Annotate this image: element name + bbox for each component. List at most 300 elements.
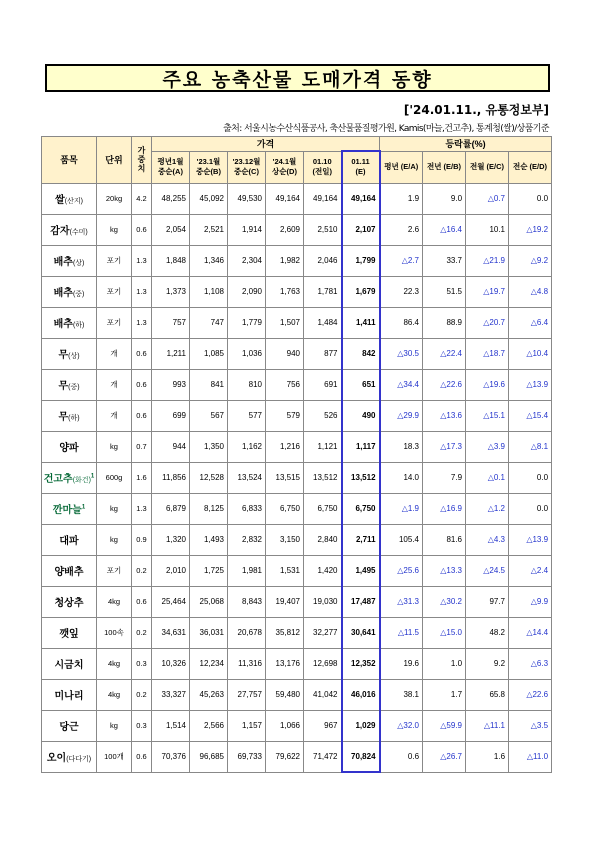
item-name-cell <box>42 524 97 555</box>
header-price-col: 01.11 (E) <box>342 151 380 183</box>
footnote-marker: 1 <box>90 473 95 480</box>
unit-cell: 개 <box>97 400 132 431</box>
current-price-cell: 651 <box>342 369 380 400</box>
rate-cell: △32.0 <box>380 710 423 741</box>
price-cell: 1,982 <box>266 245 304 276</box>
table-row <box>42 431 552 462</box>
price-cell: 49,164 <box>304 183 342 214</box>
item-name: 당근 <box>59 722 79 733</box>
rate-cell: △29.9 <box>380 400 423 431</box>
rate-cell: △3.5 <box>509 710 552 741</box>
price-cell: 2,304 <box>228 245 266 276</box>
item-grade: (수미) <box>69 229 88 236</box>
item-name-cell <box>42 617 97 648</box>
current-price-cell: 30,641 <box>342 617 380 648</box>
price-cell: 1,725 <box>190 555 228 586</box>
item-grade: (하) <box>72 322 85 329</box>
item-name-cell <box>42 338 97 369</box>
rate-cell: △6.3 <box>509 648 552 679</box>
rate-cell: △15.4 <box>509 400 552 431</box>
table-row <box>42 617 552 648</box>
unit-cell: kg <box>97 431 132 462</box>
item-name-cell <box>42 276 97 307</box>
price-cell: 1,085 <box>190 338 228 369</box>
current-price-cell: 2,107 <box>342 214 380 245</box>
table-row <box>42 493 552 524</box>
rate-cell: △8.1 <box>509 431 552 462</box>
rate-cell: △19.6 <box>466 369 509 400</box>
price-cell: 2,566 <box>190 710 228 741</box>
unit-cell: 포기 <box>97 245 132 276</box>
price-cell: 6,879 <box>152 493 190 524</box>
price-cell: 79,622 <box>266 741 304 772</box>
unit-cell: kg <box>97 524 132 555</box>
rate-cell: △9.2 <box>509 245 552 276</box>
price-cell: 3,150 <box>266 524 304 555</box>
rate-cell: △26.7 <box>423 741 466 772</box>
rate-cell: 19.6 <box>380 648 423 679</box>
table-row <box>42 369 552 400</box>
rate-cell: 88.9 <box>423 307 466 338</box>
header-rate-col: 전순 (E/D) <box>509 151 552 183</box>
price-cell: 1,162 <box>228 431 266 462</box>
price-cell: 36,031 <box>190 617 228 648</box>
item-name: 대파 <box>59 536 79 547</box>
rate-cell: 0.0 <box>509 493 552 524</box>
price-cell: 11,856 <box>152 462 190 493</box>
price-cell: 577 <box>228 400 266 431</box>
table-row <box>42 679 552 710</box>
item-name: 무 <box>58 412 69 423</box>
price-cell: 59,480 <box>266 679 304 710</box>
header-price-col: '24.1월 상순(D) <box>266 151 304 183</box>
price-cell: 1,914 <box>228 214 266 245</box>
rate-cell: 1.7 <box>423 679 466 710</box>
price-cell: 1,346 <box>190 245 228 276</box>
price-cell: 70,376 <box>152 741 190 772</box>
price-cell: 1,781 <box>304 276 342 307</box>
rate-cell: 14.0 <box>380 462 423 493</box>
price-cell: 13,515 <box>266 462 304 493</box>
weight-cell: 0.2 <box>132 555 152 586</box>
rate-cell: △13.6 <box>423 400 466 431</box>
price-cell: 944 <box>152 431 190 462</box>
current-price-cell: 2,711 <box>342 524 380 555</box>
rate-cell: 2.6 <box>380 214 423 245</box>
rate-cell: 51.5 <box>423 276 466 307</box>
item-grade: (중) <box>72 291 85 298</box>
item-name: 건고추 <box>43 474 73 485</box>
rate-cell: △3.9 <box>466 431 509 462</box>
price-cell: 1,848 <box>152 245 190 276</box>
price-cell: 2,609 <box>266 214 304 245</box>
price-cell: 45,092 <box>190 183 228 214</box>
price-cell: 2,090 <box>228 276 266 307</box>
table-row <box>42 183 552 214</box>
price-cell: 940 <box>266 338 304 369</box>
price-cell: 1,493 <box>190 524 228 555</box>
weight-cell: 0.6 <box>132 400 152 431</box>
rate-cell: 0.0 <box>509 462 552 493</box>
rate-cell: △14.4 <box>509 617 552 648</box>
rate-cell: 38.1 <box>380 679 423 710</box>
weight-cell: 1.6 <box>132 462 152 493</box>
price-cell: 1,373 <box>152 276 190 307</box>
current-price-cell: 490 <box>342 400 380 431</box>
table-row <box>42 741 552 772</box>
unit-cell: 100속 <box>97 617 132 648</box>
header-item: 품목 <box>42 137 97 184</box>
unit-cell: 개 <box>97 369 132 400</box>
price-cell: 8,843 <box>228 586 266 617</box>
rate-cell: △1.9 <box>380 493 423 524</box>
rate-cell: △11.5 <box>380 617 423 648</box>
rate-cell: △17.3 <box>423 431 466 462</box>
unit-cell: 포기 <box>97 555 132 586</box>
rate-cell: △18.7 <box>466 338 509 369</box>
price-cell: 25,068 <box>190 586 228 617</box>
price-cell: 11,316 <box>228 648 266 679</box>
header-rate-col: 평년 (E/A) <box>380 151 423 183</box>
price-cell: 1,216 <box>266 431 304 462</box>
unit-cell: 4kg <box>97 648 132 679</box>
price-cell: 810 <box>228 369 266 400</box>
item-name-cell <box>42 245 97 276</box>
price-cell: 13,176 <box>266 648 304 679</box>
rate-cell: 33.7 <box>423 245 466 276</box>
item-name: 깻잎 <box>59 629 79 640</box>
weight-cell: 0.2 <box>132 617 152 648</box>
item-grade: (산지) <box>64 198 83 205</box>
rate-cell: 97.7 <box>466 586 509 617</box>
price-cell: 1,320 <box>152 524 190 555</box>
rate-cell: △11.0 <box>509 741 552 772</box>
current-price-cell: 1,799 <box>342 245 380 276</box>
current-price-cell: 12,352 <box>342 648 380 679</box>
rate-cell: △31.3 <box>380 586 423 617</box>
item-name-cell <box>42 555 97 586</box>
price-cell: 1,121 <box>304 431 342 462</box>
weight-cell: 0.6 <box>132 338 152 369</box>
unit-cell: 4kg <box>97 679 132 710</box>
rate-cell: 1.9 <box>380 183 423 214</box>
header-price-col: 평년1월 중순(A) <box>152 151 190 183</box>
weight-cell: 4.2 <box>132 183 152 214</box>
rate-cell: △21.9 <box>466 245 509 276</box>
price-cell: 8,125 <box>190 493 228 524</box>
price-cell: 27,757 <box>228 679 266 710</box>
price-cell: 1,211 <box>152 338 190 369</box>
price-cell: 71,472 <box>304 741 342 772</box>
report-date: ['24.01.11., 유통정보부] <box>403 103 549 117</box>
price-cell: 1,507 <box>266 307 304 338</box>
item-name: 무 <box>58 381 69 392</box>
item-name: 감자 <box>50 226 70 237</box>
unit-cell: kg <box>97 493 132 524</box>
price-cell: 993 <box>152 369 190 400</box>
price-cell: 10,326 <box>152 648 190 679</box>
price-cell: 35,812 <box>266 617 304 648</box>
item-grade: (화건) <box>72 477 91 484</box>
price-cell: 1,066 <box>266 710 304 741</box>
price-cell: 699 <box>152 400 190 431</box>
rate-cell: 48.2 <box>466 617 509 648</box>
current-price-cell: 70,824 <box>342 741 380 772</box>
weight-cell: 0.6 <box>132 586 152 617</box>
current-price-cell: 1,117 <box>342 431 380 462</box>
rate-cell: △1.2 <box>466 493 509 524</box>
price-cell: 1,514 <box>152 710 190 741</box>
weight-cell: 0.7 <box>132 431 152 462</box>
price-cell: 48,255 <box>152 183 190 214</box>
rate-cell: △15.1 <box>466 400 509 431</box>
price-cell: 6,833 <box>228 493 266 524</box>
rate-cell: △13.9 <box>509 524 552 555</box>
current-price-cell: 842 <box>342 338 380 369</box>
header-price-col: '23.1월 중순(B) <box>190 151 228 183</box>
header-price-col: 01.10 (전일) <box>304 151 342 183</box>
table-row <box>42 586 552 617</box>
current-price-cell: 46,016 <box>342 679 380 710</box>
item-name-cell <box>42 214 97 245</box>
wholesale-price-table <box>41 136 552 773</box>
table-row <box>42 710 552 741</box>
price-cell: 2,510 <box>304 214 342 245</box>
unit-cell: kg <box>97 214 132 245</box>
price-cell: 967 <box>304 710 342 741</box>
table-row <box>42 400 552 431</box>
item-grade: (중) <box>68 384 80 391</box>
price-cell: 96,685 <box>190 741 228 772</box>
header-price-group: 가격 <box>152 137 380 152</box>
rate-cell: △4.3 <box>466 524 509 555</box>
item-grade: (상) <box>72 260 85 267</box>
item-grade: (다다기) <box>66 756 92 763</box>
rate-cell: 18.3 <box>380 431 423 462</box>
price-cell: 526 <box>304 400 342 431</box>
price-cell: 32,277 <box>304 617 342 648</box>
price-cell: 691 <box>304 369 342 400</box>
rate-cell: △34.4 <box>380 369 423 400</box>
rate-cell: 105.4 <box>380 524 423 555</box>
current-price-cell: 1,411 <box>342 307 380 338</box>
rate-cell: △15.0 <box>423 617 466 648</box>
rate-cell: 9.0 <box>423 183 466 214</box>
price-cell: 2,521 <box>190 214 228 245</box>
price-cell: 41,042 <box>304 679 342 710</box>
weight-cell: 0.2 <box>132 679 152 710</box>
header-price-col: '23.12월 중순(C) <box>228 151 266 183</box>
price-cell: 1,484 <box>304 307 342 338</box>
rate-cell: △2.4 <box>509 555 552 586</box>
weight-cell: 0.6 <box>132 741 152 772</box>
price-cell: 757 <box>152 307 190 338</box>
price-cell: 2,054 <box>152 214 190 245</box>
header-rate-col: 전월 (E/C) <box>466 151 509 183</box>
current-price-cell: 1,495 <box>342 555 380 586</box>
rate-cell: 9.2 <box>466 648 509 679</box>
item-name: 오이 <box>46 753 67 764</box>
price-cell: 1,350 <box>190 431 228 462</box>
price-cell: 1,981 <box>228 555 266 586</box>
weight-cell: 0.3 <box>132 648 152 679</box>
price-cell: 747 <box>190 307 228 338</box>
rate-cell: 86.4 <box>380 307 423 338</box>
rate-cell: △2.7 <box>380 245 423 276</box>
item-name-cell <box>42 586 97 617</box>
price-cell: 13,524 <box>228 462 266 493</box>
item-name-cell <box>42 462 97 493</box>
footnote-marker: 1 <box>81 504 86 511</box>
price-cell: 34,631 <box>152 617 190 648</box>
report-title: 주요 농축산물 도매가격 동향 <box>45 64 550 92</box>
current-price-cell: 1,029 <box>342 710 380 741</box>
current-price-cell: 13,512 <box>342 462 380 493</box>
item-grade: (하) <box>68 415 80 422</box>
rate-cell: △10.4 <box>509 338 552 369</box>
rate-cell: 1.6 <box>466 741 509 772</box>
rate-cell: △20.7 <box>466 307 509 338</box>
weight-cell: 1.3 <box>132 307 152 338</box>
table-row <box>42 462 552 493</box>
price-cell: 1,108 <box>190 276 228 307</box>
table-row <box>42 245 552 276</box>
weight-cell: 1.3 <box>132 245 152 276</box>
rate-cell: 7.9 <box>423 462 466 493</box>
rate-cell: △22.6 <box>509 679 552 710</box>
rate-cell: △6.4 <box>509 307 552 338</box>
price-cell: 13,512 <box>304 462 342 493</box>
unit-cell: 개 <box>97 338 132 369</box>
item-name-cell <box>42 648 97 679</box>
item-name: 양배추 <box>54 567 84 578</box>
rate-cell: △22.6 <box>423 369 466 400</box>
rate-cell: 81.6 <box>423 524 466 555</box>
item-name: 무 <box>58 350 69 361</box>
rate-cell: △19.7 <box>466 276 509 307</box>
price-cell: 49,164 <box>266 183 304 214</box>
current-price-cell: 6,750 <box>342 493 380 524</box>
rate-cell: 0.0 <box>509 183 552 214</box>
unit-cell: 20kg <box>97 183 132 214</box>
price-cell: 2,840 <box>304 524 342 555</box>
rate-cell: △25.6 <box>380 555 423 586</box>
price-cell: 877 <box>304 338 342 369</box>
price-cell: 1,036 <box>228 338 266 369</box>
weight-cell: 0.3 <box>132 710 152 741</box>
table-row <box>42 524 552 555</box>
weight-cell: 1.3 <box>132 493 152 524</box>
weight-cell: 0.6 <box>132 369 152 400</box>
weight-cell: 0.9 <box>132 524 152 555</box>
item-name: 배추 <box>53 288 73 299</box>
price-cell: 20,678 <box>228 617 266 648</box>
price-cell: 1,420 <box>304 555 342 586</box>
price-cell: 579 <box>266 400 304 431</box>
rate-cell: △30.2 <box>423 586 466 617</box>
price-cell: 1,157 <box>228 710 266 741</box>
rate-cell: △0.7 <box>466 183 509 214</box>
item-name-cell <box>42 710 97 741</box>
price-cell: 841 <box>190 369 228 400</box>
item-name-cell <box>42 183 97 214</box>
rate-cell: 65.8 <box>466 679 509 710</box>
rate-cell: △22.4 <box>423 338 466 369</box>
weight-cell: 1.3 <box>132 276 152 307</box>
item-name: 깐마늘 <box>52 505 82 516</box>
item-grade: (상) <box>68 353 80 360</box>
header-rate-col: 전년 (E/B) <box>423 151 466 183</box>
rate-cell: △30.5 <box>380 338 423 369</box>
item-name-cell <box>42 369 97 400</box>
price-cell: 19,407 <box>266 586 304 617</box>
rate-cell: △13.9 <box>509 369 552 400</box>
price-cell: 12,698 <box>304 648 342 679</box>
rate-cell: △0.1 <box>466 462 509 493</box>
header-rate-group: 등락률(%) <box>380 137 552 152</box>
price-cell: 45,263 <box>190 679 228 710</box>
item-name: 배추 <box>53 257 73 268</box>
price-cell: 69,733 <box>228 741 266 772</box>
unit-cell: 600g <box>97 462 132 493</box>
item-name-cell <box>42 400 97 431</box>
data-source-note: 출처: 서울시농수산식품공사, 축산물품질평가원, Kamis(마늘,건고추), 통계청(쌀)/상품기준 <box>223 124 549 134</box>
rate-cell: △11.1 <box>466 710 509 741</box>
table-row <box>42 214 552 245</box>
price-cell: 756 <box>266 369 304 400</box>
rate-cell: 22.3 <box>380 276 423 307</box>
current-price-cell: 49,164 <box>342 183 380 214</box>
table-row <box>42 555 552 586</box>
price-cell: 2,046 <box>304 245 342 276</box>
unit-cell: 4kg <box>97 586 132 617</box>
table-row <box>42 276 552 307</box>
rate-cell: △16.4 <box>423 214 466 245</box>
unit-cell: 포기 <box>97 307 132 338</box>
item-name: 시금치 <box>54 660 84 671</box>
table-row <box>42 338 552 369</box>
price-cell: 49,530 <box>228 183 266 214</box>
rate-cell: △24.5 <box>466 555 509 586</box>
price-cell: 1,763 <box>266 276 304 307</box>
item-name-cell <box>42 493 97 524</box>
price-cell: 19,030 <box>304 586 342 617</box>
unit-cell: 100개 <box>97 741 132 772</box>
rate-cell: △13.3 <box>423 555 466 586</box>
price-cell: 567 <box>190 400 228 431</box>
price-cell: 2,010 <box>152 555 190 586</box>
price-cell: 33,327 <box>152 679 190 710</box>
price-cell: 12,528 <box>190 462 228 493</box>
rate-cell: △16.9 <box>423 493 466 524</box>
unit-cell: kg <box>97 710 132 741</box>
item-name: 양파 <box>59 443 79 454</box>
price-cell: 25,464 <box>152 586 190 617</box>
current-price-cell: 17,487 <box>342 586 380 617</box>
table-row <box>42 307 552 338</box>
price-cell: 2,832 <box>228 524 266 555</box>
item-name-cell <box>42 307 97 338</box>
item-name: 미나리 <box>54 691 84 702</box>
price-cell: 1,531 <box>266 555 304 586</box>
rate-cell: 1.0 <box>423 648 466 679</box>
rate-cell: △59.9 <box>423 710 466 741</box>
item-name-cell <box>42 679 97 710</box>
item-name-cell <box>42 431 97 462</box>
header-unit: 단위 <box>97 137 132 184</box>
item-name: 청상추 <box>54 598 84 609</box>
current-price-cell: 1,679 <box>342 276 380 307</box>
